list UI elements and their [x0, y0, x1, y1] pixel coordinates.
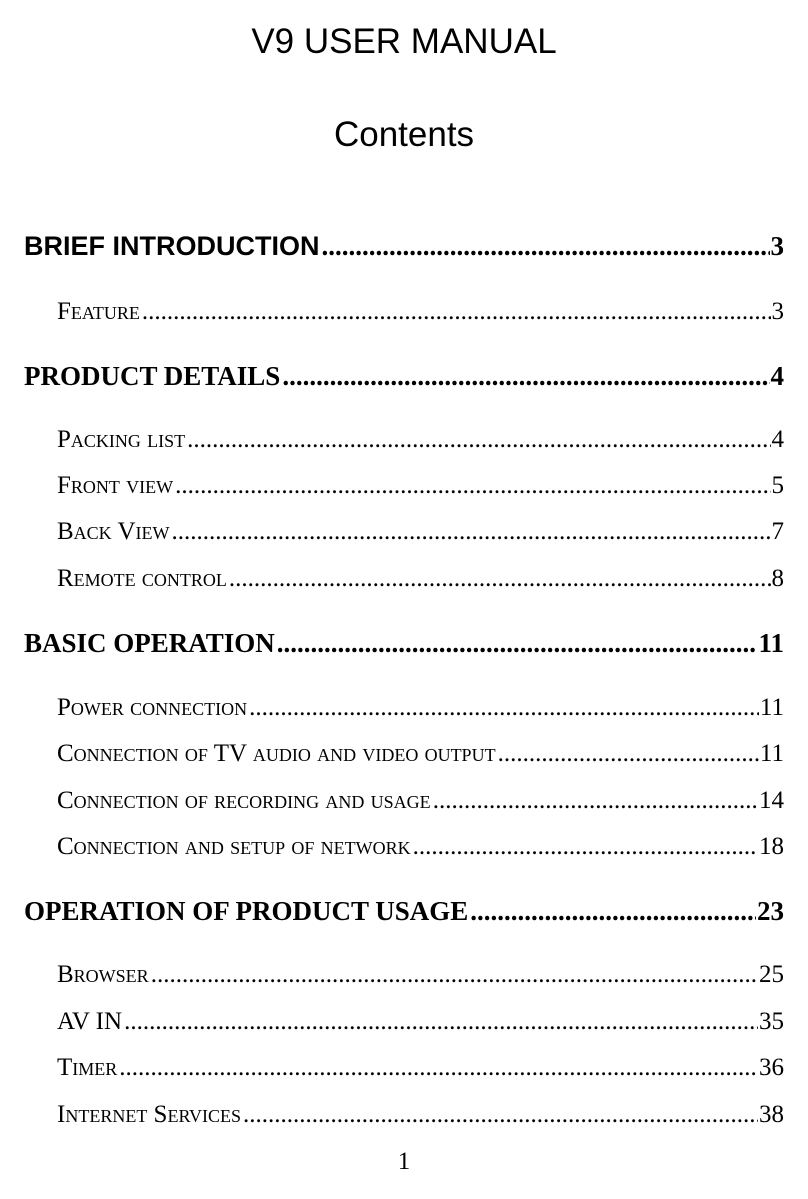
toc-entry-operation-product-usage[interactable] [24, 894, 784, 928]
toc-entry-product-details[interactable] [24, 359, 784, 393]
toc-dot-leader [151, 959, 758, 991]
page-number: 1 [397, 1148, 411, 1175]
toc-dot-leader [433, 785, 758, 817]
toc-dot-leader [142, 296, 771, 328]
toc-entry-label: Connection and setup of network [57, 833, 411, 860]
toc-entry-network-setup[interactable] [57, 831, 784, 863]
toc-entry-label: Feature [57, 298, 140, 325]
toc-entry-packing-list[interactable] [57, 424, 784, 456]
toc-entry-basic-operation[interactable] [24, 626, 784, 660]
toc-entry-label: Connection of TV audio and video output [57, 740, 496, 767]
toc-entry-internet-services[interactable] [57, 1099, 784, 1131]
toc-page-number: 36 [759, 1054, 784, 1081]
toc-page-number: 5 [771, 472, 784, 499]
toc-entry-label: Packing list [57, 426, 186, 453]
toc-dot-leader [321, 229, 769, 263]
toc-page-number: 18 [759, 833, 784, 860]
toc-dot-leader [124, 1006, 758, 1038]
toc-entry-label: BASIC OPERATION [24, 628, 275, 658]
toc-entry-tv-audio-video-output[interactable] [57, 738, 784, 770]
toc-page-number: 35 [759, 1008, 784, 1035]
toc-entry-label: Back View [57, 518, 170, 545]
toc-entry-label: Connection of recording and usage [57, 787, 431, 814]
toc-page-number: 25 [759, 961, 784, 988]
toc-entry-label: OPERATION OF PRODUCT USAGE [24, 896, 469, 926]
toc-entry-recording-usage[interactable] [57, 785, 784, 817]
toc-entry-label: BRIEF INTRODUCTION [24, 231, 320, 261]
toc-dot-leader [172, 516, 771, 548]
toc-entry-label: AV IN [57, 1008, 123, 1035]
toc-entry-browser[interactable] [57, 959, 784, 991]
toc-entry-label: Power connection [57, 694, 248, 721]
toc-entry-av-in[interactable] [57, 1006, 784, 1038]
toc-entry-brief-introduction[interactable] [24, 229, 784, 263]
toc-page-number: 8 [771, 565, 784, 592]
toc-page-number: 11 [759, 740, 784, 767]
toc-page-number: 38 [759, 1101, 784, 1128]
toc-entry-label: Timer [57, 1054, 118, 1081]
toc-page-number: 4 [771, 426, 784, 453]
toc-dot-leader [187, 424, 770, 456]
toc-page-number: 7 [771, 518, 784, 545]
toc-page-number: 3 [771, 298, 784, 325]
toc-dot-leader [498, 738, 759, 770]
toc-dot-leader [243, 1099, 758, 1131]
toc-dot-leader [470, 894, 756, 928]
toc-entry-label: PRODUCT DETAILS [24, 361, 281, 391]
toc-entry-feature[interactable] [57, 296, 784, 328]
toc-dot-leader [277, 626, 758, 660]
toc-dot-leader [175, 470, 770, 502]
toc-entry-front-view[interactable] [57, 470, 784, 502]
toc-entry-label: Browser [57, 961, 149, 988]
toc-entry-timer[interactable] [57, 1052, 784, 1084]
toc-dot-leader [282, 359, 769, 393]
toc-dot-leader [229, 563, 771, 595]
toc-entry-power-connection[interactable] [57, 692, 784, 724]
contents-heading: Contents [333, 115, 475, 154]
toc-entry-remote-control[interactable] [57, 563, 784, 595]
toc-entry-label: Remote control [57, 565, 227, 592]
toc-page-number: 23 [757, 896, 784, 926]
toc-dot-leader [413, 831, 758, 863]
toc-page-number: 11 [758, 628, 784, 658]
toc-page-number: 4 [770, 361, 784, 391]
document-title: V9 USER MANUAL [251, 22, 557, 61]
toc-dot-leader [249, 692, 759, 724]
toc-page-number: 11 [759, 694, 784, 721]
toc-page-number: 3 [770, 231, 784, 261]
toc-dot-leader [119, 1052, 758, 1084]
toc-entry-label: Internet Services [57, 1101, 242, 1128]
toc-page-number: 14 [759, 787, 784, 814]
toc-entry-back-view[interactable] [57, 516, 784, 548]
toc-entry-label: Front view [57, 472, 174, 499]
